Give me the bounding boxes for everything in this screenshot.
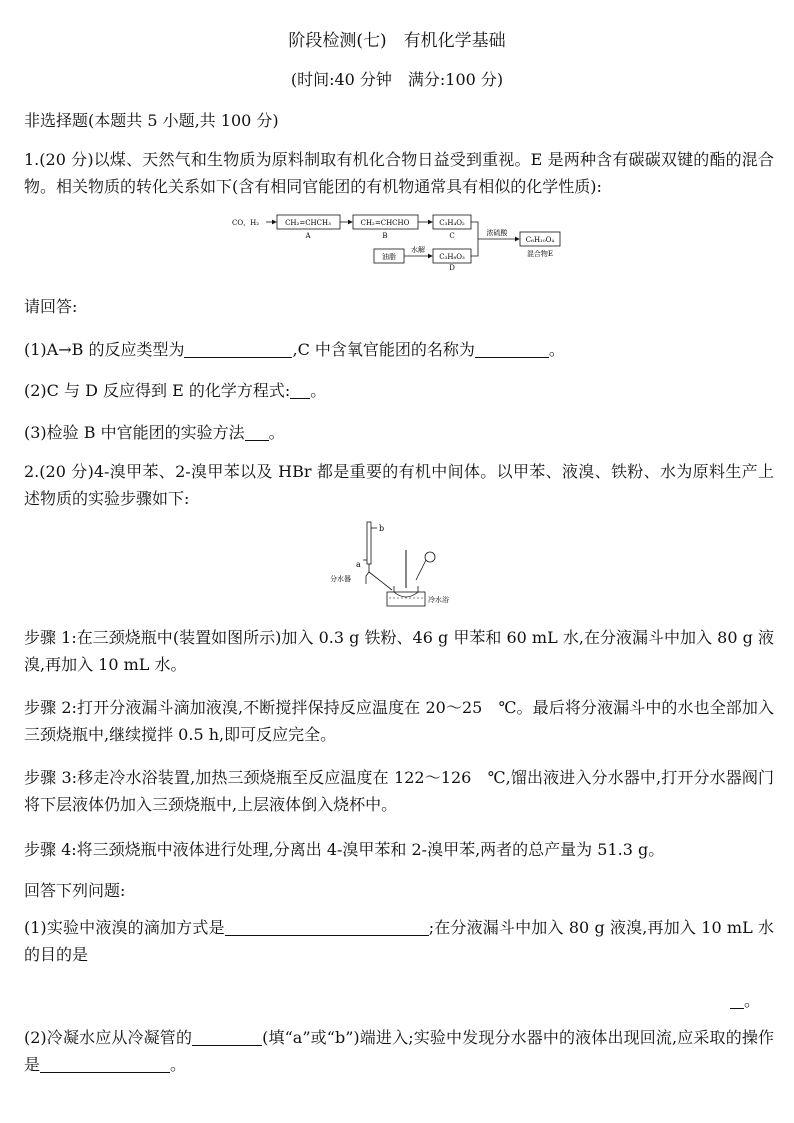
condenser-icon (367, 522, 371, 564)
q1-part2-text-b: 。 (310, 381, 327, 400)
q2-part1-end (730, 988, 760, 1011)
port-a-label: a (356, 560, 361, 569)
label-c: C (449, 232, 455, 240)
answer-blank[interactable] (192, 1029, 262, 1046)
formula-d: C₃H₈O₃ (439, 253, 465, 261)
q1-part1-text-c: 。 (548, 340, 565, 359)
acid-label: 浓硫酸 (486, 229, 508, 237)
label-b: B (382, 232, 388, 240)
q2-part1-text-a: (1)实验中液溴的滴加方式是 (24, 918, 225, 937)
q1-prompt: 请回答: (24, 297, 78, 316)
q1-reaction-diagram (232, 210, 572, 270)
fat-label: 油脂 (382, 253, 396, 261)
q2-part2 (24, 1024, 774, 1078)
answer-blank[interactable] (475, 341, 549, 358)
label-e: 混合物E (526, 250, 554, 258)
q1-part3-text-a: (3)检验 B 中官能团的实验方法 (24, 423, 245, 442)
label-d: D (449, 264, 455, 270)
q2-part1 (24, 914, 774, 968)
answer-blank[interactable] (40, 1056, 170, 1073)
section-heading: 非选择题(本题共 5 小题,共 100 分) (24, 111, 279, 130)
q2-apparatus-diagram (330, 520, 480, 612)
formula-b: CH₂=CHCHO (360, 219, 410, 227)
q2-part2-text-a: (2)冷凝水应从冷凝管的 (24, 1028, 193, 1047)
label-a: A (305, 232, 311, 240)
start-reactants: CO、H₂ (232, 219, 260, 227)
q2-part1-text-b: ;在分液漏斗中加入 80 g 液溴,再加入 10 mL 水的目的是 (24, 918, 774, 964)
formula-e: C₆H₁₀O₄ (525, 236, 555, 244)
port-b-label: b (379, 524, 385, 533)
q2-step-1: 步骤 1:在三颈烧瓶中(装置如图所示)加入 0.3 g 铁粉、46 g 甲苯和 60 mL 水,在分液漏斗中加入 80 g 液溴,再加入 10 mL 水。 (24, 628, 774, 674)
q1-part3 (24, 420, 285, 443)
water-separator-icon (366, 564, 369, 584)
q2-part1-end-text: 。 (744, 991, 761, 1010)
q2-step-2: 步骤 2:打开分液漏斗滴加液溴,不断搅拌保持反应温度在 20～25 ℃。最后将分液漏斗中的水也全部加入三颈烧瓶中,继续搅拌 0.5 h,即可反应完全。 (24, 698, 774, 744)
formula-c: C₃H₄O₂ (439, 219, 465, 227)
q2-step-3: 步骤 3:移走冷水浴装置,加热三颈烧瓶至反应温度在 122～126 ℃,馏出液进入分水器中,打开分水器阀门将下层液体仍加入三颈烧瓶中,上层液体倒入烧杯中。 (24, 768, 774, 814)
formula-a: CH₂=CHCH₃ (285, 219, 331, 227)
answer-blank[interactable] (730, 992, 744, 1009)
q2-stem: 2.(20 分)4-溴甲苯、2-溴甲苯以及 HBr 都是重要的有机中间体。以甲苯、液溴、铁粉、水为原料生产上述物质的实验步骤如下: (24, 462, 774, 508)
q2-part2-text-b: (填“a”或“b”)端进入;实验中发现分水器中的液体出现回流,应采取的操作是 (24, 1028, 774, 1074)
q1-part2 (24, 378, 326, 401)
answer-blank[interactable] (245, 424, 269, 441)
q1-part1-text-b: ,C 中含氧官能团的名称为 (292, 340, 475, 359)
exam-time-info: (时间:40 分钟 满分:100 分) (290, 70, 504, 89)
dropping-funnel-icon (425, 552, 435, 562)
q1-part3-text-b: 。 (268, 423, 285, 442)
cold-bath-label: 冷水浴 (428, 596, 449, 604)
cold-bath-icon (387, 592, 425, 606)
page-title: 阶段检测(七) 有机化学基础 (288, 31, 506, 51)
answer-blank[interactable] (225, 919, 429, 936)
merge-bracket (471, 222, 515, 256)
answer-blank[interactable] (290, 382, 310, 399)
q2-prompt: 回答下列问题: (24, 881, 126, 900)
q2-part2-text-c: 。 (170, 1055, 187, 1074)
water-separator-label: 分水器 (330, 575, 351, 583)
q1-stem: 1.(20 分)以煤、天然气和生物质为原料制取有机化合物日益受到重视。E 是两种含有碳碳双键的酯的混合物。相关物质的转化关系如下(含有相同官能团的有机物通常具有相似的化学性质): (24, 150, 774, 196)
answer-blank[interactable] (184, 341, 292, 358)
q1-part1 (24, 337, 565, 360)
hydrolysis-label: 水解 (411, 246, 425, 254)
q1-part2-text-a: (2)C 与 D 反应得到 E 的化学方程式: (24, 381, 291, 400)
q2-step-4: 步骤 4:将三颈烧瓶中液体进行处理,分离出 4-溴甲苯和 2-溴甲苯,两者的总产量为 51.3 g。 (24, 840, 665, 859)
q1-part1-text-a: (1)A→B 的反应类型为 (24, 340, 185, 359)
